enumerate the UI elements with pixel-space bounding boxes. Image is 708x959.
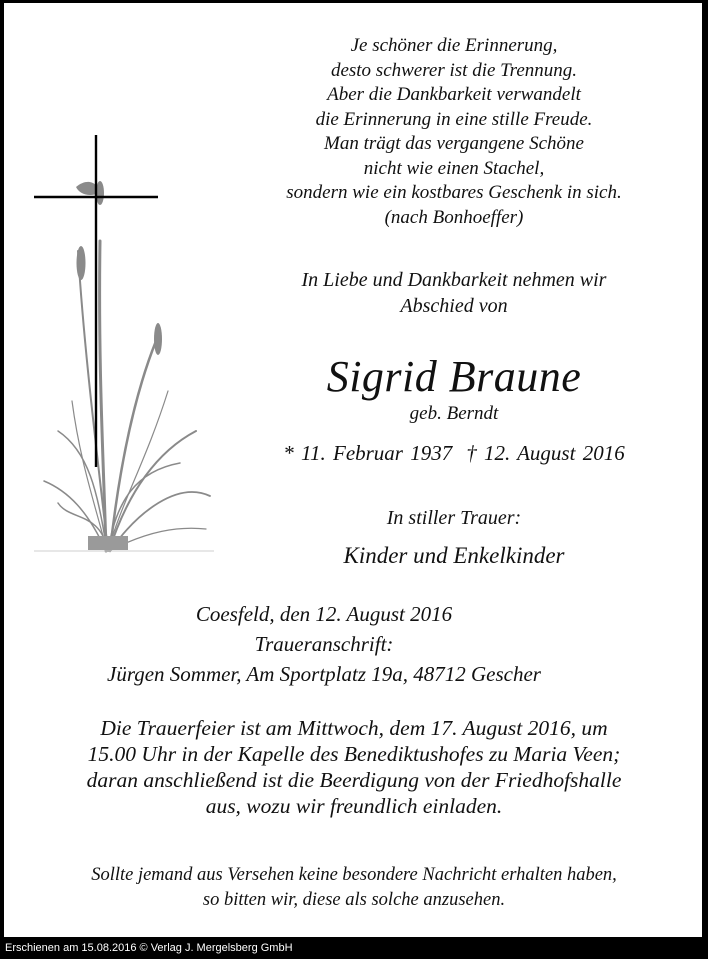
obituary-card	[4, 3, 702, 937]
poem-line: Aber die Dankbarkeit verwandelt	[327, 84, 581, 105]
place-block	[64, 599, 584, 689]
maiden-name: geb. Berndt	[409, 403, 499, 424]
intro-block	[224, 267, 684, 319]
poem-line: desto schwerer ist die Trennung.	[330, 59, 578, 81]
notice-line: Sollte jemand aus Versehen keine besondere Nachricht erhalten haben,	[91, 865, 617, 885]
place-date-line: Coesfeld, den 12. August 2016	[195, 602, 453, 626]
address-label: Traueranschrift:	[254, 632, 394, 656]
poem-line: Man trägt das vergangene Schöne	[324, 133, 584, 154]
notice-line: so bitten wir, diese als solche anzusehen.	[202, 890, 506, 910]
poem-line: Je schöner die Erinnerung,	[350, 35, 558, 56]
life-dates	[224, 439, 684, 467]
poem-line: nicht wie einen Stachel,	[363, 157, 545, 179]
ceremony-line: 15.00 Uhr in der Kapelle des Benediktushofes zu Maria Veen;	[87, 742, 621, 766]
notice-block	[24, 863, 684, 913]
poem-line: die Erinnerung in eine stille Freude.	[315, 108, 593, 130]
deceased-name: Sigrid Braune	[326, 352, 582, 401]
address: Jürgen Sommer, Am Sportplatz 19a, 48712 Gescher	[107, 662, 541, 686]
poem-block	[224, 34, 684, 230]
poem-line: sondern wie ein kostbares Geschenk in sich.	[286, 182, 622, 203]
birth-date: * 11. Februar 1937	[283, 441, 453, 465]
publication-footer: Erschienen am 15.08.2016 © Verlag J. Mergelsberg GmbH	[5, 942, 293, 954]
intro-line: Abschied von	[400, 295, 508, 317]
ceremony-line: daran anschließend ist die Beerdigung von der Friedhofshalle	[86, 768, 622, 792]
poem-attribution: (nach Bonhoeffer)	[384, 206, 524, 228]
ceremony-block	[24, 715, 684, 819]
ceremony-line: Die Trauerfeier ist am Mittwoch, dem 17. August 2016, um	[100, 716, 608, 740]
cross-with-reeds-icon	[28, 131, 218, 556]
mourning-label: In stiller Trauer:	[386, 507, 522, 529]
intro-line: In Liebe und Dankbarkeit nehmen wir	[301, 269, 607, 291]
ceremony-line: aus, wozu wir freundlich einladen.	[205, 794, 503, 818]
death-date: † 12. August 2016	[466, 441, 625, 465]
mourners: Kinder und Enkelkinder	[343, 543, 565, 568]
